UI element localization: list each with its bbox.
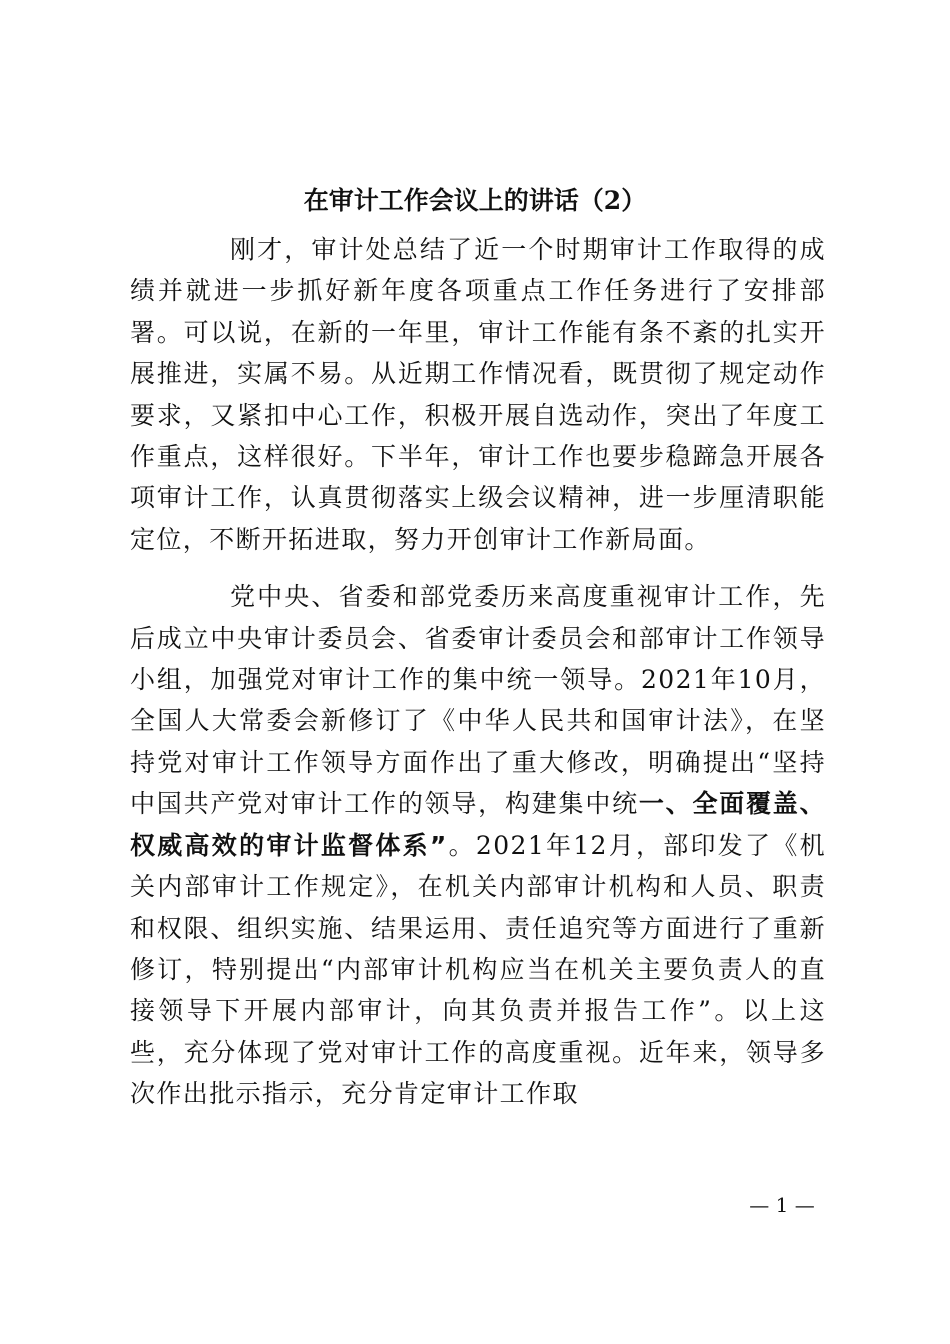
document-body bbox=[130, 229, 826, 1115]
document-title: 在审计工作会议上的讲话（2） bbox=[303, 186, 647, 215]
paragraph-2 bbox=[130, 576, 826, 1114]
paragraph-1: 刚才，审计处总结了近一个时期审计工作取得的成绩并就进一步抓好新年度各项重点工作任务进行了安排部署。可以说，在新的一年里，审计工作能有条不紊的扎实开展推进，实属不易。从近期工作情况看，既贯彻了规定动作要求，又紧扣中心工作，积极开展自选动作，突出了年度工作重点，这样很好。下半年，审计工作也要步稳蹄急开展各项审计工作，认真贯彻落实上级会议精神，进一步厘清职能定位，不断开拓进取，努力开创审计工作新局面。 bbox=[130, 235, 826, 554]
page-number: — 1 — bbox=[749, 1193, 815, 1217]
paragraph-2-text-after: 。2021年12月，部印发了《机关内部审计工作规定》，在机关内部审计机构和人员、职责和权限、组织实施、结果运用、责任追究等方面进行了重新修订，特别提出“内部审计机构应当在机关主要负责人的直接领导下开展内部审计，向其负责并报告工作”。以上这些，充分体现了党对审计工作的高度重视。近年来，领导多次作出批示指示，充分肯定审计工作取 bbox=[130, 830, 826, 1109]
paragraph-2-text-before: 党中央、省委和部党委历来高度重视审计工作，先后成立中央审计委员会、省委审计委员会和部审计工作领导小组，加强党对审计工作的集中统一领导。2021年10月，全国人大常委会新修订了《中华人民共和国审计法》，在坚持党对审计工作领导方面作出了重大修改，明确提出“坚持中国共产党对审计工作的领导，构建集中统 bbox=[130, 582, 826, 819]
paragraph-2-bold-text: 一、全面覆盖、权威高效的审计监督体系” bbox=[130, 789, 826, 860]
